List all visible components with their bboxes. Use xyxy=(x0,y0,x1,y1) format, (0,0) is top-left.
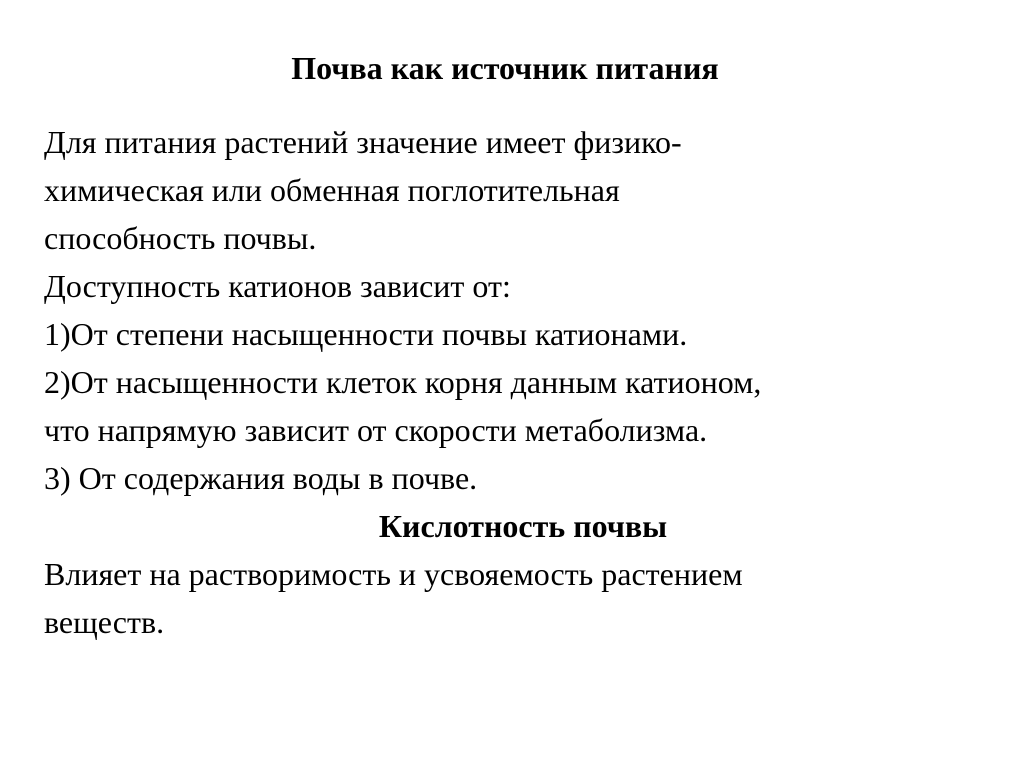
section-subheading: Кислотность почвы xyxy=(378,508,668,544)
slide-body xyxy=(44,118,994,646)
list-item-1: 1)От степени насыщенности почвы катионами. xyxy=(44,316,688,352)
list-item-2: 2)От насыщенности клеток корня данным катионом, xyxy=(44,364,762,400)
list-item-2-continued: что напрямую зависит от скорости метаболизма. xyxy=(44,412,708,448)
body-line: Влияет на растворимость и усвояемость растением xyxy=(44,556,743,592)
slide-title: Почва как источник питания xyxy=(291,50,719,86)
body-line: Для питания растений значение имеет физико- xyxy=(44,124,682,160)
body-line: способность почвы. xyxy=(44,220,317,256)
body-line: веществ. xyxy=(44,604,165,640)
body-line: Доступность катионов зависит от: xyxy=(44,268,511,304)
body-line: химическая или обменная поглотительная xyxy=(44,172,620,208)
list-item-3: 3) От содержания воды в почве. xyxy=(44,460,478,496)
